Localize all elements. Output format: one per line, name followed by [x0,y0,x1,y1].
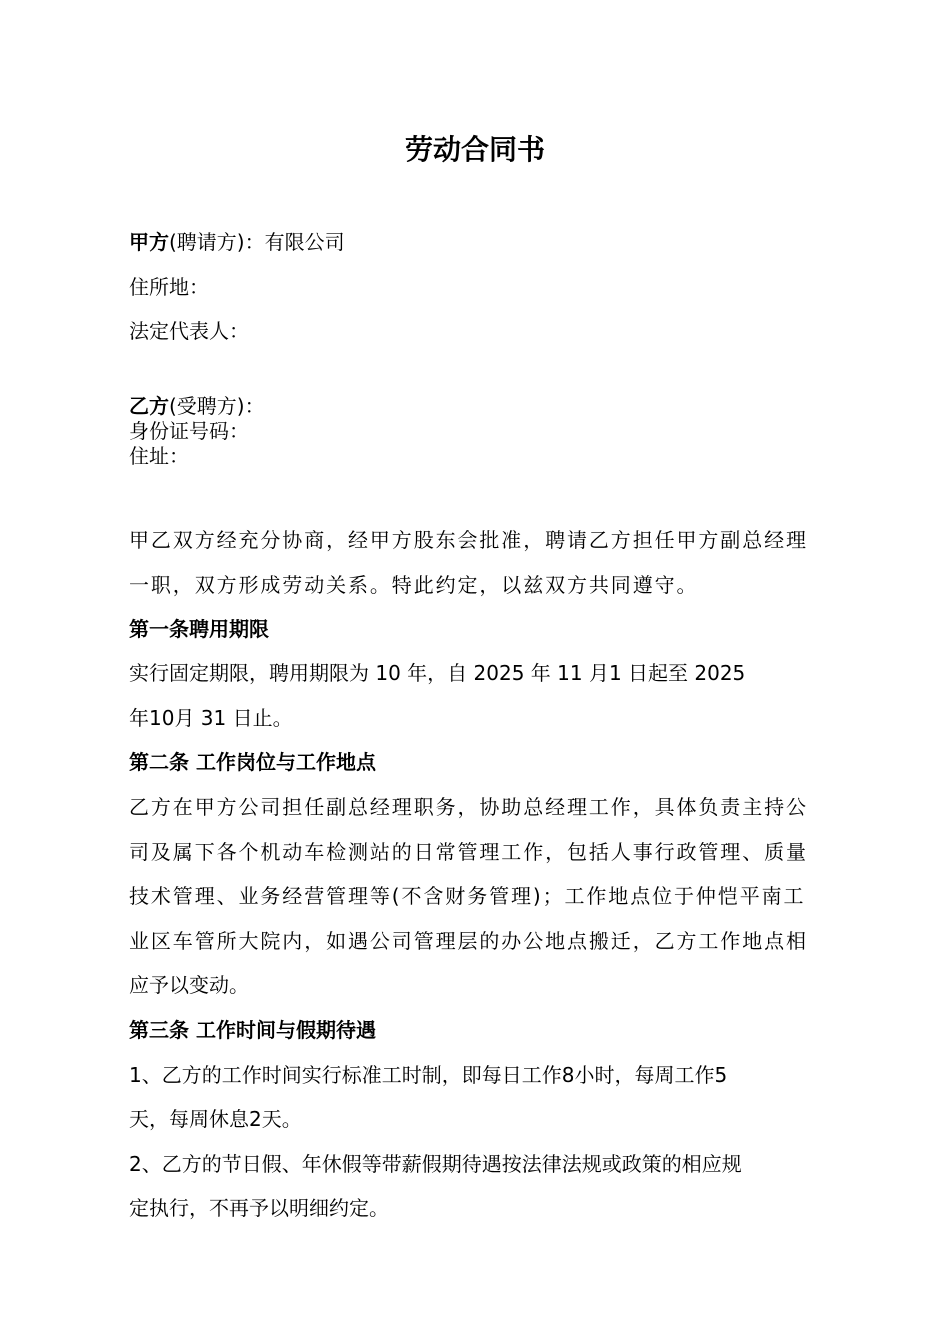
party-a-label: 甲方 [129,230,169,254]
party-b-role: (受聘方)： [169,394,265,418]
intro-line: 甲乙双方经充分协商，经甲方股东会批准，聘请乙方担任甲方副总经理 [129,528,808,552]
party-b-address-label: 住址： [129,444,189,468]
article-2-line: 乙方在甲方公司担任副总经理职务，协助总经理工作，具体负责主持公 [129,795,808,819]
party-a-rep-label: 法定代表人： [129,319,249,343]
party-a-line [129,232,345,252]
article-1-line: 实行固定期限，聘用期限为 10 年，自 2025 年 11 月1 日起至 2025 [129,661,746,685]
party-a-role: (聘请方)： [169,230,265,254]
party-b-label: 乙方 [129,394,169,418]
article-2-line: 业区车管所大院内，如遇公司管理层的办公地点搬迁，乙方工作地点相 [129,929,808,953]
article-2-heading: 第二条 工作岗位与工作地点 [129,750,376,774]
article-1-line: 年10月 31 日止。 [129,706,293,730]
party-b-line [129,396,265,416]
article-1-heading: 第一条聘用期限 [129,617,269,641]
article-3-line: 天，每周休息2天。 [129,1107,302,1131]
article-2-line: 司及属下各个机动车检测站的日常管理工作，包括人事行政管理、质量 [129,840,808,864]
article-2-line: 应予以变动。 [129,973,249,997]
article-3-heading: 第三条 工作时间与假期待遇 [129,1018,376,1042]
document-title: 劳动合同书 [404,133,545,166]
intro-line: 一职，双方形成劳动关系。特此约定，以兹双方共同遵守。 [129,573,699,597]
party-b-id-label: 身份证号码： [129,419,249,443]
article-3-line: 定执行，不再予以明细约定。 [129,1196,389,1220]
party-a-address-label: 住所地： [129,275,209,299]
article-3-line: 2、乙方的节日假、年休假等带薪假期待遇按法律法规或政策的相应规 [129,1152,742,1176]
article-3-line: 1、乙方的工作时间实行标准工时制，即每日工作8小时，每周工作5 [129,1063,728,1087]
party-a-name: 有限公司 [264,230,345,254]
article-2-line: 技术管理、业务经营管理等(不含财务管理)；工作地点位于仲恺平南工 [129,884,806,908]
